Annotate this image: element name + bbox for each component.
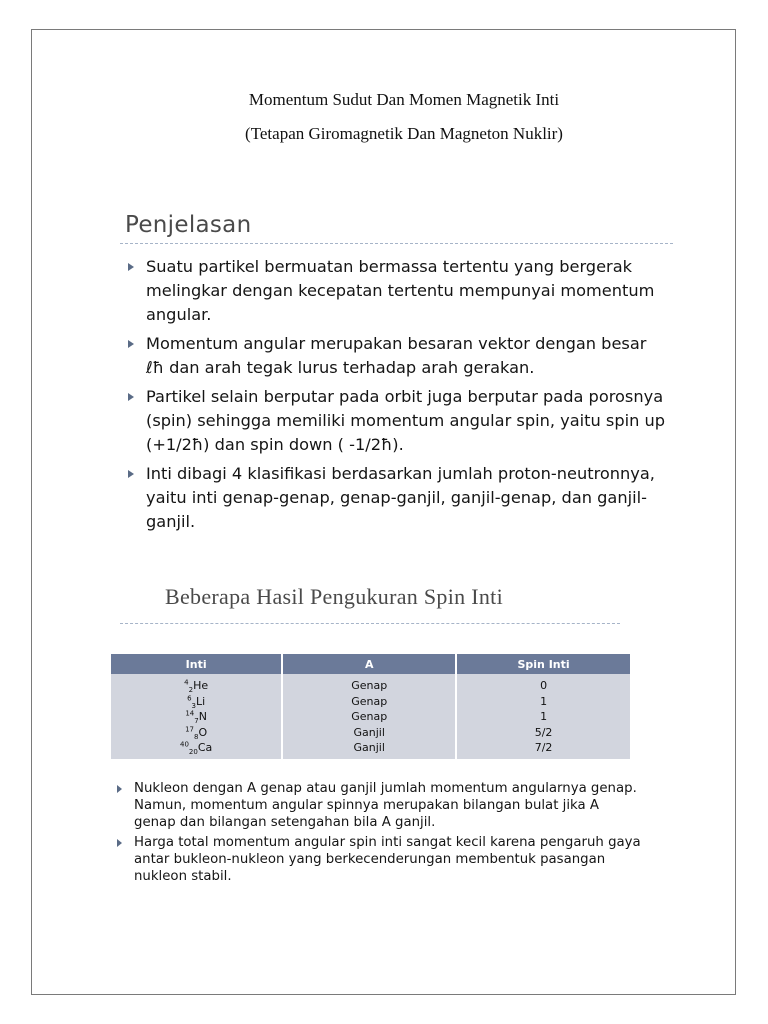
a-value: Genap (351, 710, 388, 723)
spin-value: 0 (540, 679, 548, 692)
bullet-text: Momentum angular merupakan besaran vektor dengan besar ℓħ dan arah tegak lurus terhadap arah gerakan. (146, 334, 647, 377)
document-subtitle: (Tetapan Giromagnetik Dan Magneton Nuklir) (245, 124, 563, 143)
column-header-a: A (282, 654, 456, 674)
bullet-item (128, 332, 668, 380)
spin-measurement-table (111, 654, 630, 759)
nucleus-column (111, 674, 282, 759)
nucleus-li: $^6_3$Li (187, 693, 206, 710)
bullet-text: Suatu partikel bermuatan bermassa tertentu yang bergerak melingkar dengan kecepatan tertentu mempunyai momentum angular. (146, 257, 655, 324)
spin-value: 1 (540, 710, 548, 723)
note-item (117, 834, 642, 885)
bullet-item (128, 385, 668, 457)
a-value: Genap (351, 679, 388, 692)
table-header-row (111, 654, 630, 674)
nucleus-n: $^{14}_7$N (185, 709, 207, 726)
nucleus-he: $^4_2$He (184, 678, 209, 695)
a-value: Genap (351, 694, 388, 708)
spin-column (456, 674, 630, 759)
spin-value: 7/2 (534, 741, 553, 754)
triangle-bullet-icon (117, 785, 122, 793)
a-value: Ganjil (353, 725, 385, 739)
nucleus-o: $^{17}_8$O (185, 724, 208, 741)
column-header-inti: Inti (111, 654, 282, 674)
table-row (111, 674, 630, 759)
section-divider (120, 243, 673, 244)
nucleus-ca: $^{40}_{20}$Ca (180, 740, 213, 757)
bullet-text: Inti dibagi 4 klasifikasi berdasarkan jumlah proton-neutronnya, yaitu inti genap-genap, genap-ganjil, ganjil-genap, dan ganjil-ganjil. (146, 464, 655, 531)
bullet-item (128, 462, 668, 534)
triangle-bullet-icon (128, 263, 134, 271)
triangle-bullet-icon (128, 470, 134, 478)
measurement-heading: Beberapa Hasil Pengukuran Spin Inti (165, 584, 503, 609)
note-item (117, 780, 642, 831)
spin-value: 5/2 (534, 725, 553, 739)
document-title: Momentum Sudut Dan Momen Magnetik Inti (248, 90, 560, 109)
explanation-bullet-list (128, 255, 668, 539)
measurement-divider (120, 623, 620, 624)
spin-value: 1 (540, 694, 548, 708)
notes-bullet-list (117, 780, 642, 888)
bullet-item (128, 255, 668, 327)
triangle-bullet-icon (128, 393, 134, 401)
a-value: Ganjil (353, 741, 385, 754)
section-heading-penjelasan: Penjelasan (125, 212, 252, 238)
bullet-text: Partikel selain berputar pada orbit juga berputar pada porosnya (spin) sehingga memiliki momentum angular spin, yaitu spin up (+1/2ħ) dan spin down ( -1/2ħ). (146, 387, 666, 454)
note-text: Harga total momentum angular spin inti sangat kecil karena pengaruh gaya antar bukleon-nukleon yang berkecenderungan membentuk pasangan nukleon stabil. (134, 835, 641, 884)
column-header-spin: Spin Inti (456, 654, 630, 674)
triangle-bullet-icon (117, 839, 122, 847)
triangle-bullet-icon (128, 340, 134, 348)
a-column (282, 674, 456, 759)
note-text: Nukleon dengan A genap atau ganjil jumlah momentum angularnya genap. Namun, momentum angular spinnya merupakan bilangan bulat jika A genap dan bilangan setengahan bila A ganjil. (134, 781, 637, 830)
